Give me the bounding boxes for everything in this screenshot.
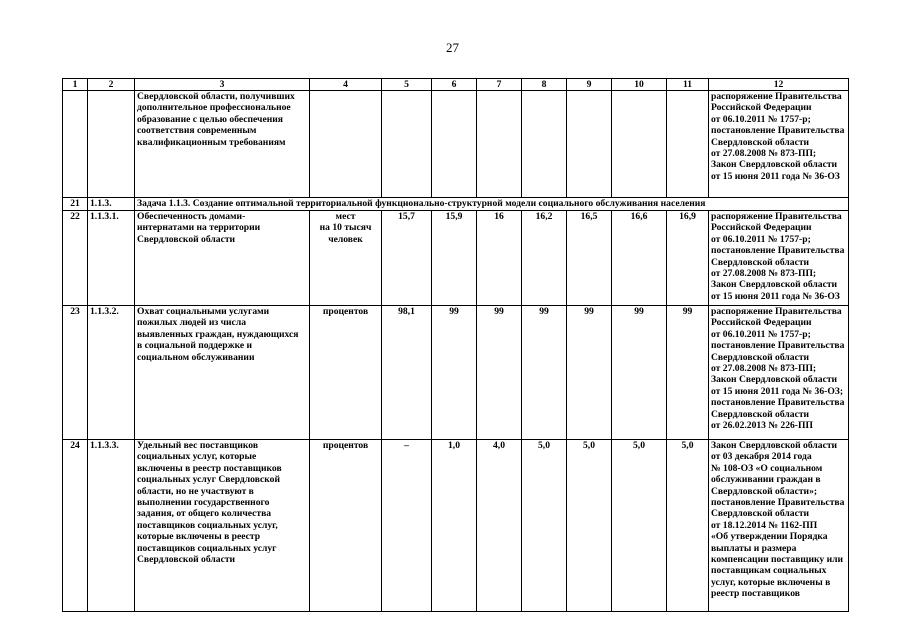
value-cell: 99 — [567, 306, 612, 440]
value-cell: 4,0 — [477, 440, 522, 612]
table-row — [63, 440, 849, 612]
header-cell: 1 — [63, 79, 88, 91]
header-cell: 8 — [522, 79, 567, 91]
table-row — [63, 211, 849, 306]
unit — [310, 91, 382, 198]
value-cell: 15,7 — [382, 211, 432, 306]
table-row — [63, 91, 849, 198]
value-cell: 99 — [522, 306, 567, 440]
header-cell: 2 — [88, 79, 135, 91]
table-row — [63, 306, 849, 440]
value-cell: – — [382, 440, 432, 612]
page-number: 27 — [446, 40, 459, 55]
header-row — [63, 79, 849, 91]
indicators-table — [62, 78, 849, 612]
value-cell: 5,0 — [612, 440, 667, 612]
row-number: 21 — [63, 198, 88, 211]
header-cell: 4 — [310, 79, 382, 91]
header-cell: 7 — [477, 79, 522, 91]
value-cell — [477, 91, 522, 198]
header-cell: 12 — [709, 79, 849, 91]
legal-basis: распоряжение Правительства Российской Федерации от 06.10.2011 № 1757-р; постановление Правительства Свердловской области от 27.08.2008 № 873-ПП; Закон Свердловской области от 15 июня 2011 года № 36-ОЗ — [709, 211, 849, 306]
value-cell — [612, 91, 667, 198]
value-cell: 16,5 — [567, 211, 612, 306]
legal-basis: распоряжение Правительства Российской Федерации от 06.10.2011 № 1757-р; постановление Правительства Свердловской области от 27.08.2008 № 873-ПП; Закон Свердловской области от 15 июня 2011 года № 36-ОЗ — [709, 91, 849, 198]
value-cell — [432, 91, 477, 198]
value-cell: 99 — [477, 306, 522, 440]
value-cell: 99 — [432, 306, 477, 440]
value-cell: 5,0 — [567, 440, 612, 612]
header-cell: 9 — [567, 79, 612, 91]
unit: процентов — [310, 440, 382, 612]
value-cell — [382, 91, 432, 198]
value-cell: 5,0 — [667, 440, 709, 612]
value-cell: 16,9 — [667, 211, 709, 306]
row-number — [63, 91, 88, 198]
header-cell: 6 — [432, 79, 477, 91]
row-code: 1.1.3.2. — [88, 306, 135, 440]
header-cell: 3 — [135, 79, 310, 91]
value-cell: 16,6 — [612, 211, 667, 306]
row-code: 1.1.3. — [88, 198, 135, 211]
value-cell: 15,9 — [432, 211, 477, 306]
value-cell — [522, 91, 567, 198]
value-cell — [667, 91, 709, 198]
value-cell: 5,0 — [522, 440, 567, 612]
value-cell: 98,1 — [382, 306, 432, 440]
task-title: Задача 1.1.3. Создание оптимальной территориальной функционально-структурной модели социального обслуживания населения — [135, 198, 849, 211]
value-cell: 99 — [612, 306, 667, 440]
legal-basis: Закон Свердловской области от 03 декабря 2014 года № 108-ОЗ «О социальном обслуживании граждан в Свердловской области»; постановление Правительства Свердловской области от 18.12.2014 № 1162-ПП «Об утверждении Порядка выплаты и размера компенсации поставщику или поставщикам социальных услуг, которые включены в реестр поставщиков — [709, 440, 849, 612]
value-cell: 16,2 — [522, 211, 567, 306]
row-code — [88, 91, 135, 198]
header-cell: 5 — [382, 79, 432, 91]
task-row — [63, 198, 849, 211]
row-code: 1.1.3.1. — [88, 211, 135, 306]
row-number: 23 — [63, 306, 88, 440]
indicator-name: Обеспеченность домами- интернатами на территории Свердловской области — [135, 211, 310, 306]
row-number: 24 — [63, 440, 88, 612]
value-cell: 99 — [667, 306, 709, 440]
legal-basis: распоряжение Правительства Российской Федерации от 06.10.2011 № 1757-р; постановление Правительства Свердловской области от 27.08.2008 № 873-ПП; Закон Свердловской области от 15 июня 2011 года № 36-ОЗ; постановление Правительства Свердловской области от 26.02.2013 № 226-ПП — [709, 306, 849, 440]
unit: процентов — [310, 306, 382, 440]
indicator-name: Удельный вес поставщиков социальных услуг, которые включены в реестр поставщиков социальных услуг Свердловской области, но не участвуют в выполнении государственного задания, от общего количества поставщиков социальных услуг, которые включены в реестр поставщиков социальных услуг Свердловской области — [135, 440, 310, 612]
value-cell: 16 — [477, 211, 522, 306]
value-cell — [567, 91, 612, 198]
row-number: 22 — [63, 211, 88, 306]
indicator-name: Свердловской области, получивших дополнительное профессиональное образование с целью обеспечения соответствия современным квалификационным требованиям — [135, 91, 310, 198]
unit: мест на 10 тысяч человек — [310, 211, 382, 306]
value-cell: 1,0 — [432, 440, 477, 612]
header-cell: 11 — [667, 79, 709, 91]
indicator-name: Охват социальными услугами пожилых людей из числа выявленных граждан, нуждающихся в социальной поддержке и социальном обслуживании — [135, 306, 310, 440]
header-cell: 10 — [612, 79, 667, 91]
row-code: 1.1.3.3. — [88, 440, 135, 612]
